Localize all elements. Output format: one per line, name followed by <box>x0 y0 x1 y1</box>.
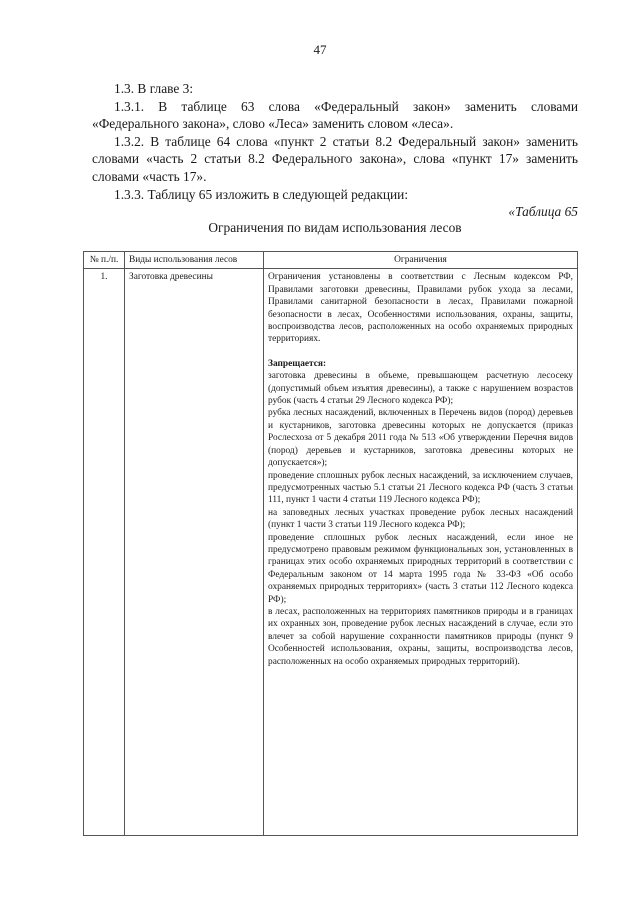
header-number: № п./п. <box>84 252 125 269</box>
forbidden-item: рубка лесных насаждений, включенных в Перечень видов (пород) деревьев и кустарников, заготовка древесины которых не допускается (приказ Рослесхоза от 5 декабря 2011 года № 513 «Об утверждении Перечня видов (пород) деревьев и кустарников, заготовка древесины которых не допускается»); <box>268 408 573 469</box>
row-restrictions <box>264 269 578 836</box>
forbidden-item: проведение сплошных рубок лесных насаждений, если иное не предусмотрено правовым режимом функциональных зон, установленных в границах этих особо охраняемых природных территорий в соответствии с Федеральным законом от 14 марта 1995 года № 33-ФЗ «Об особо охраняемых природных территориях» (часть 3 статьи 112 Лесного кодекса РФ); <box>268 532 573 605</box>
table-title: Ограничения по видам использования лесов <box>208 220 462 235</box>
paragraph-1-3-3: 1.3.3. Таблицу 65 изложить в следующей редакции: <box>114 186 409 202</box>
table-header-row <box>84 252 578 269</box>
paragraph-1-3-1: 1.3.1. В таблице 63 слова «Федеральный закон» заменить словами «Федерального закона», слово «Леса» заменить словом «леса». <box>92 98 578 132</box>
header-usage-type: Виды использования лесов <box>125 252 264 269</box>
table-row <box>84 269 578 836</box>
forbidden-item: заготовка древесины в объеме, превышающем расчетную лесосеку (допустимый объем изъятия древесины), а также с нарушением возрастов рубок (часть 4 статьи 29 Лесного кодекса РФ); <box>268 371 573 407</box>
row-number: 1. <box>84 269 125 836</box>
forbidden-item: проведение сплошных рубок лесных насаждений, за исключением случаев, предусмотренных частью 5.1 статьи 21 Лесного кодекса РФ (часть 3 статьи 111, пункт 1 части 4 статьи 119 Лесного кодекса РФ); <box>268 470 573 506</box>
amendment-text <box>92 80 578 221</box>
page-number: 47 <box>313 42 327 57</box>
header-restrictions: Ограничения <box>264 252 578 269</box>
forbidden-item: в лесах, расположенных на территориях памятников природы и в границах их охранных зон, проведение рубок лесных насаждений в случае, если это влечет за собой нарушение сохранности памятников природы (пункт 9 Особенностей использования, охраны, защиты, воспроизводства лесов, расположенных на особо охраняемых природных территорий). <box>268 606 573 667</box>
paragraph-1-3-2: 1.3.2. В таблице 64 слова «пункт 2 статьи 8.2 Федеральный закон» заменить словами «часть 2 статьи 8.2 Федерального закона», слова «пункт 17» заменить словами «часть 17». <box>92 133 578 184</box>
row-usage-type: Заготовка древесины <box>125 269 264 836</box>
forbidden-heading: Запрещается: <box>268 358 327 369</box>
forbidden-item: на заповедных лесных участках проведение рубок лесных насаждений (пункт 1 части 3 статьи 119 Лесного кодекса РФ); <box>268 507 573 531</box>
paragraph-1-3: 1.3. В главе 3: <box>114 81 194 96</box>
table-reference: «Таблица 65 <box>508 204 578 220</box>
spacer <box>268 346 573 358</box>
restrictions-table <box>83 251 578 836</box>
restrictions-intro: Ограничения установлены в соответствии с Лесным кодексом РФ, Правилами заготовки древесины, Правилами рубок ухода за лесами, Правилами санитарной безопасности в лесах, Правилами пожарной безопасности в лесах, Особенностями использования, охраны, защиты, воспроизводства лесов, расположенных на особо охраняемых природных территориях. <box>268 272 573 345</box>
